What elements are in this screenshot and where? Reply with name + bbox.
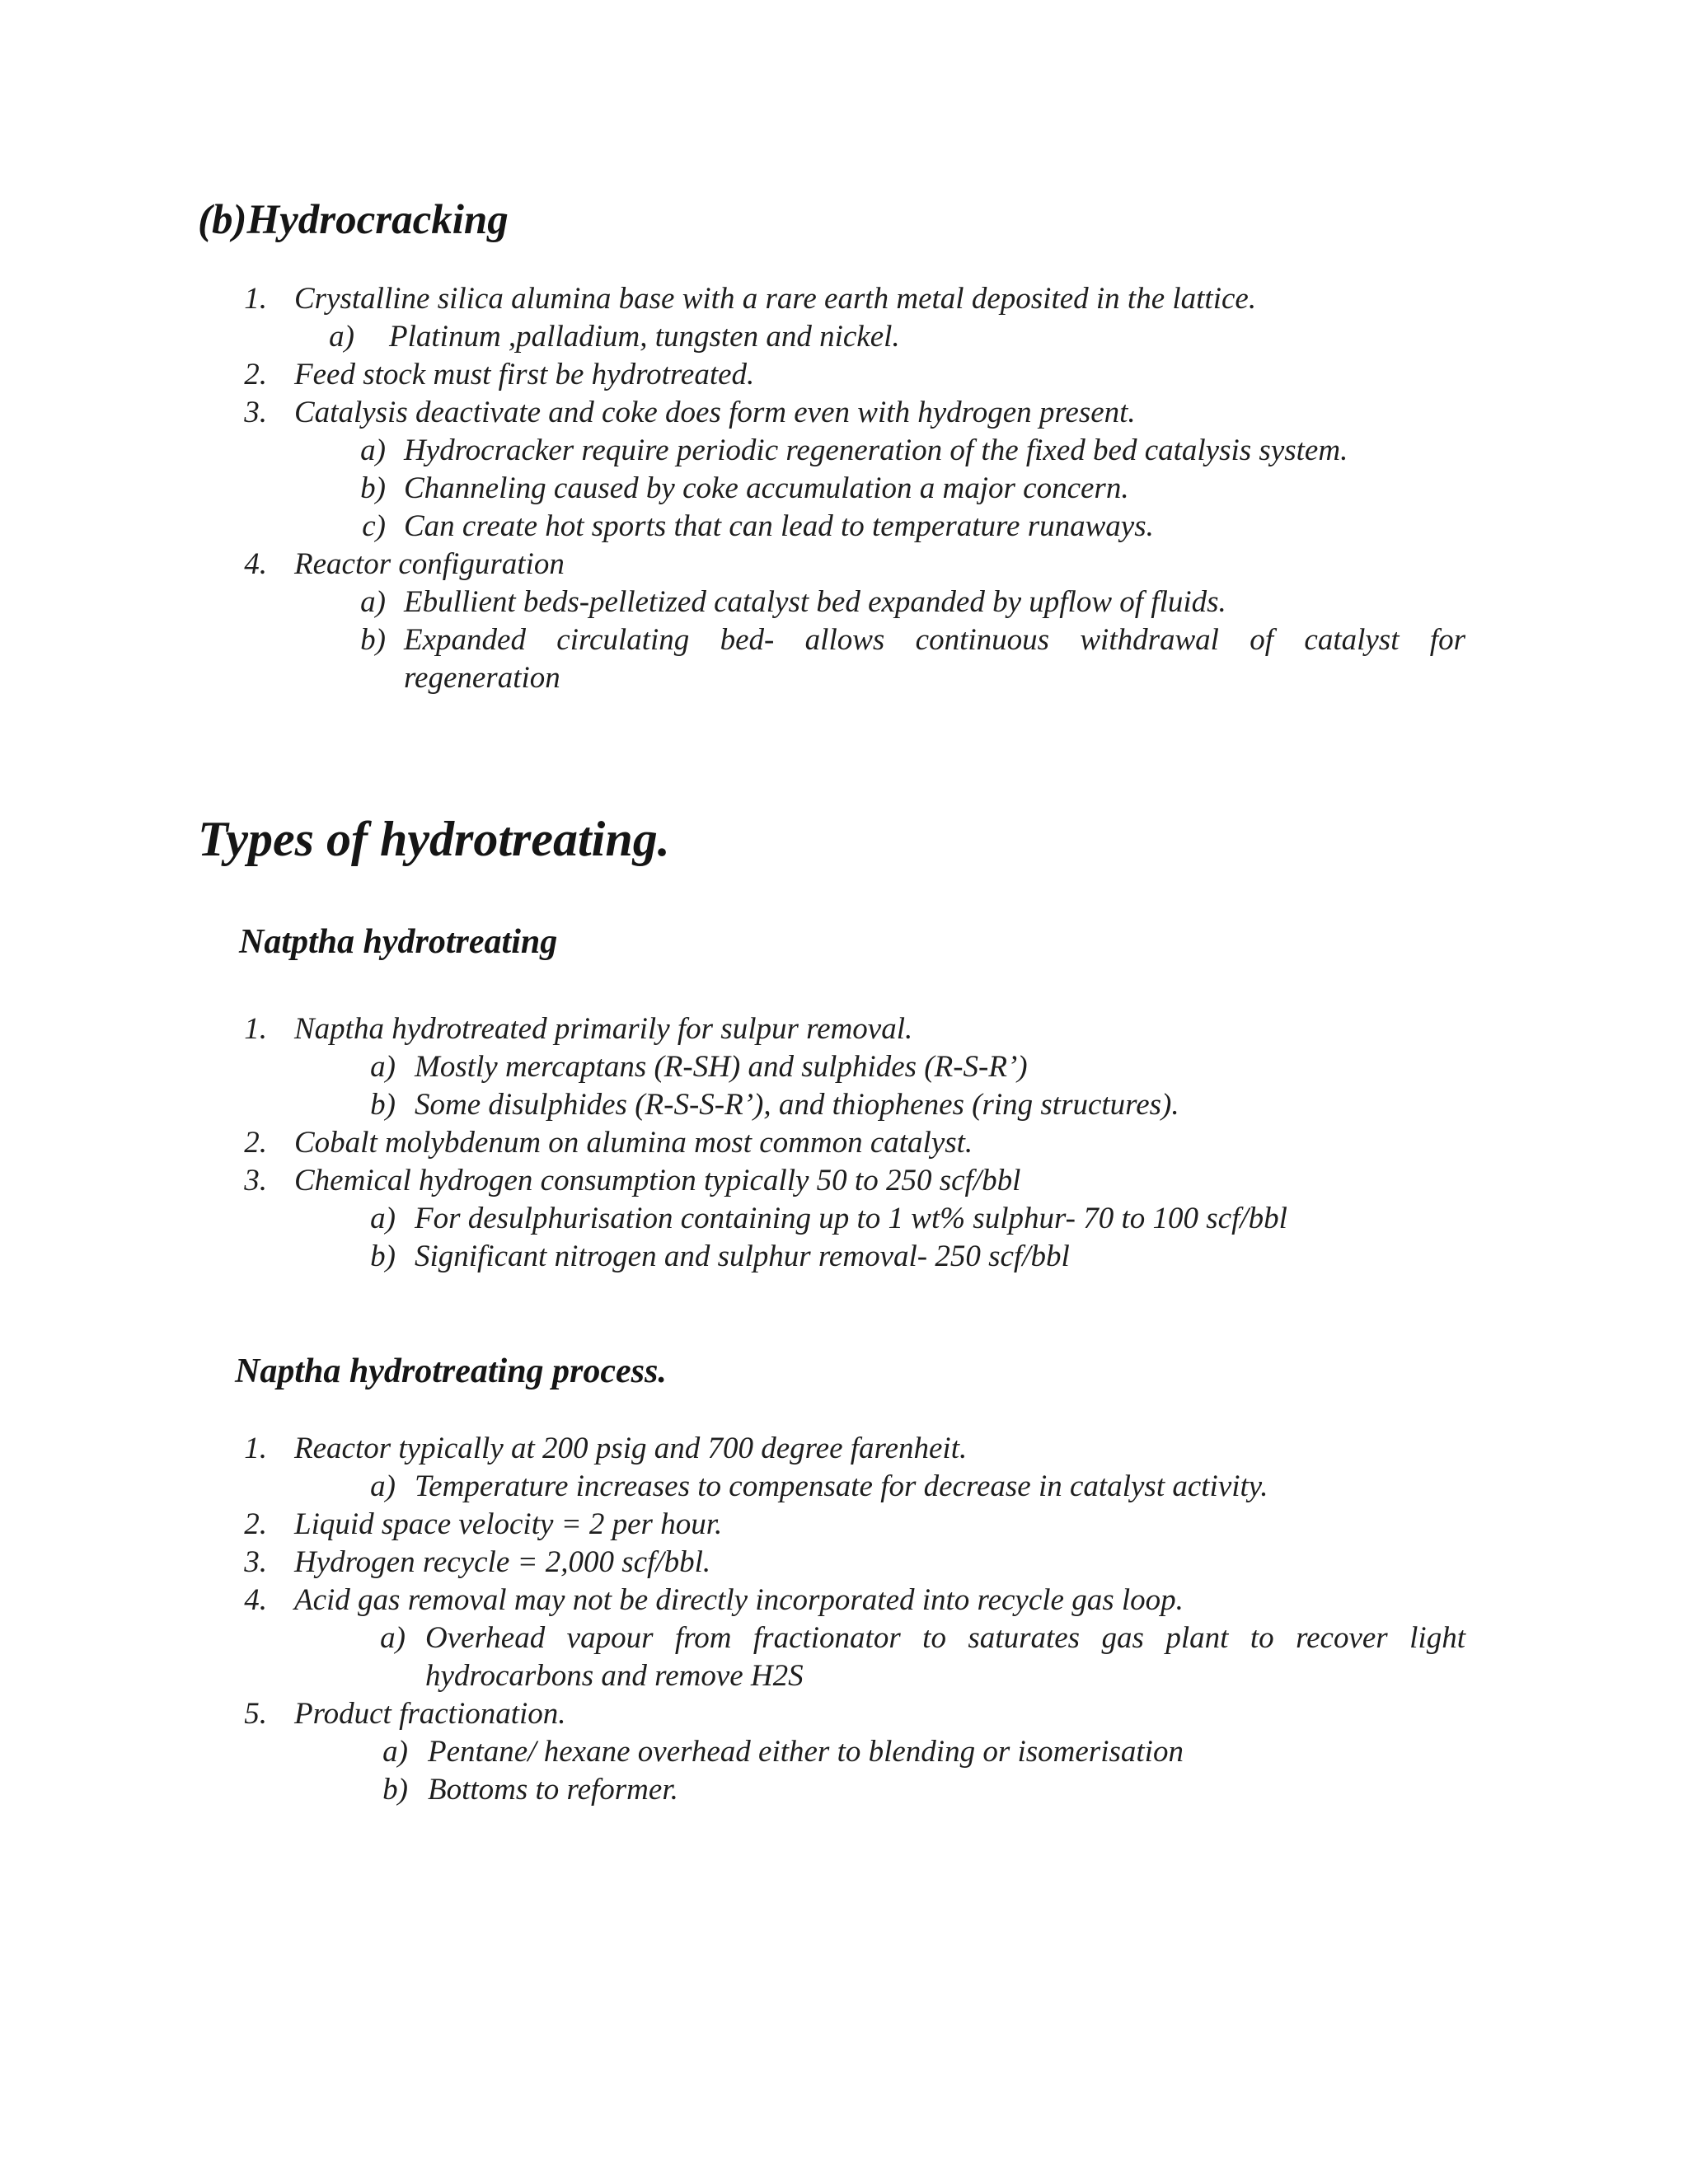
- list-number: 4.: [244, 547, 267, 581]
- list-subitem: [0, 1200, 1688, 1238]
- list-number: 2.: [244, 1507, 267, 1541]
- list-text: [425, 1619, 1465, 1695]
- list-text: Platinum ,palladium, tungsten and nickel.: [389, 320, 900, 354]
- list-number: 1.: [244, 1012, 267, 1046]
- list-text: Feed stock must first be hydrotreated.: [294, 358, 755, 391]
- list-letter: b): [370, 1240, 396, 1273]
- list-subitem: [0, 318, 1688, 356]
- list-text: Liquid space velocity = 2 per hour.: [294, 1507, 723, 1541]
- list-text-line: regeneration: [404, 661, 560, 695]
- heading-types-of-hydrotreating: Types of hydrotreating.: [198, 812, 670, 866]
- hydrocracking-list: [0, 280, 1688, 697]
- list-text: Reactor typically at 200 psig and 700 degree farenheit.: [294, 1432, 968, 1465]
- list-item: [0, 1162, 1688, 1200]
- list-text: Reactor configuration: [294, 547, 565, 581]
- list-text: Pentane/ hexane overhead either to blending or isomerisation: [428, 1735, 1184, 1769]
- list-letter: a): [360, 585, 386, 619]
- list-subitem: [0, 1619, 1688, 1695]
- list-subitem: [0, 621, 1688, 697]
- list-number: 1.: [244, 282, 267, 316]
- list-letter: b): [360, 623, 386, 657]
- list-item: [0, 1582, 1688, 1619]
- list-text: For desulphurisation containing up to 1 wt% sulphur- 70 to 100 scf/bbl: [415, 1202, 1287, 1235]
- list-letter: b): [370, 1088, 396, 1122]
- list-item: [0, 356, 1688, 394]
- list-text: Can create hot sports that can lead to temperature runaways.: [404, 509, 1154, 543]
- list-text: Cobalt molybdenum on alumina most common catalyst.: [294, 1126, 973, 1160]
- list-item: [0, 1544, 1688, 1582]
- natptha-list: [0, 1010, 1688, 1276]
- list-text: Acid gas removal may not be directly incorporated into recycle gas loop.: [294, 1583, 1184, 1617]
- list-number: 5.: [244, 1697, 267, 1731]
- list-letter: a): [380, 1621, 406, 1655]
- list-text: Significant nitrogen and sulphur removal- 250 scf/bbl: [415, 1240, 1070, 1273]
- list-item: [0, 394, 1688, 432]
- list-text: Channeling caused by coke accumulation a major concern.: [404, 471, 1129, 505]
- list-letter: a): [370, 1050, 396, 1084]
- list-number: 3.: [244, 1164, 267, 1197]
- list-subitem: [0, 1048, 1688, 1086]
- list-item: [0, 546, 1688, 583]
- list-letter: c): [362, 509, 386, 543]
- list-text: Product fractionation.: [294, 1697, 566, 1731]
- list-subitem: [0, 470, 1688, 508]
- list-item: [0, 1506, 1688, 1544]
- list-subitem: [0, 1086, 1688, 1124]
- list-subitem: [0, 1468, 1688, 1506]
- list-text-line: hydrocarbons and remove H2S: [425, 1659, 804, 1693]
- list-text: Hydrogen recycle = 2,000 scf/bbl.: [294, 1545, 711, 1579]
- list-letter: a): [370, 1202, 396, 1235]
- list-subitem: [0, 508, 1688, 546]
- list-text: Ebullient beds-pelletized catalyst bed expanded by upflow of fluids.: [404, 585, 1226, 619]
- list-text-line: Overhead vapour from fractionator to saturates gas plant to recover light: [425, 1621, 1465, 1655]
- list-number: 1.: [244, 1432, 267, 1465]
- list-item: [0, 1124, 1688, 1162]
- list-text: Temperature increases to compensate for decrease in catalyst activity.: [415, 1469, 1268, 1503]
- list-item: [0, 280, 1688, 318]
- list-text: Some disulphides (R-S-S-R’), and thiophenes (ring structures).: [415, 1088, 1179, 1122]
- list-letter: b): [382, 1773, 408, 1807]
- list-letter: a): [370, 1469, 396, 1503]
- heading-hydrocracking: (b)Hydrocracking: [198, 197, 509, 243]
- heading-natptha-hydrotreating: Natptha hydrotreating: [239, 923, 558, 961]
- process-list: [0, 1430, 1688, 1809]
- list-text: Chemical hydrogen consumption typically 50 to 250 scf/bbl: [294, 1164, 1021, 1197]
- list-text-line: Expanded circulating bed- allows continuous withdrawal of catalyst for: [404, 623, 1465, 657]
- list-text: Mostly mercaptans (R-SH) and sulphides (R-S-R’): [415, 1050, 1028, 1084]
- heading-naptha-hydrotreating-process: Naptha hydrotreating process.: [235, 1352, 667, 1390]
- list-subitem: [0, 432, 1688, 470]
- list-subitem: [0, 1238, 1688, 1276]
- list-item: [0, 1430, 1688, 1468]
- list-subitem: [0, 583, 1688, 621]
- list-number: 3.: [244, 1545, 267, 1579]
- list-item: [0, 1695, 1688, 1733]
- list-text: Crystalline silica alumina base with a rare earth metal deposited in the lattice.: [294, 282, 1257, 316]
- list-text: [404, 621, 1465, 697]
- list-text: Naptha hydrotreated primarily for sulpur removal.: [294, 1012, 913, 1046]
- list-subitem: [0, 1733, 1688, 1771]
- list-subitem: [0, 1771, 1688, 1809]
- list-letter: a): [360, 434, 386, 467]
- list-number: 4.: [244, 1583, 267, 1617]
- list-text: Bottoms to reformer.: [428, 1773, 678, 1807]
- list-number: 2.: [244, 1126, 267, 1160]
- list-text: Hydrocracker require periodic regeneration of the fixed bed catalysis system.: [404, 434, 1348, 467]
- list-letter: a): [329, 320, 354, 354]
- list-number: 2.: [244, 358, 267, 391]
- list-letter: b): [360, 471, 386, 505]
- list-number: 3.: [244, 396, 267, 429]
- list-text: Catalysis deactivate and coke does form even with hydrogen present.: [294, 396, 1136, 429]
- list-item: [0, 1010, 1688, 1048]
- list-letter: a): [382, 1735, 408, 1769]
